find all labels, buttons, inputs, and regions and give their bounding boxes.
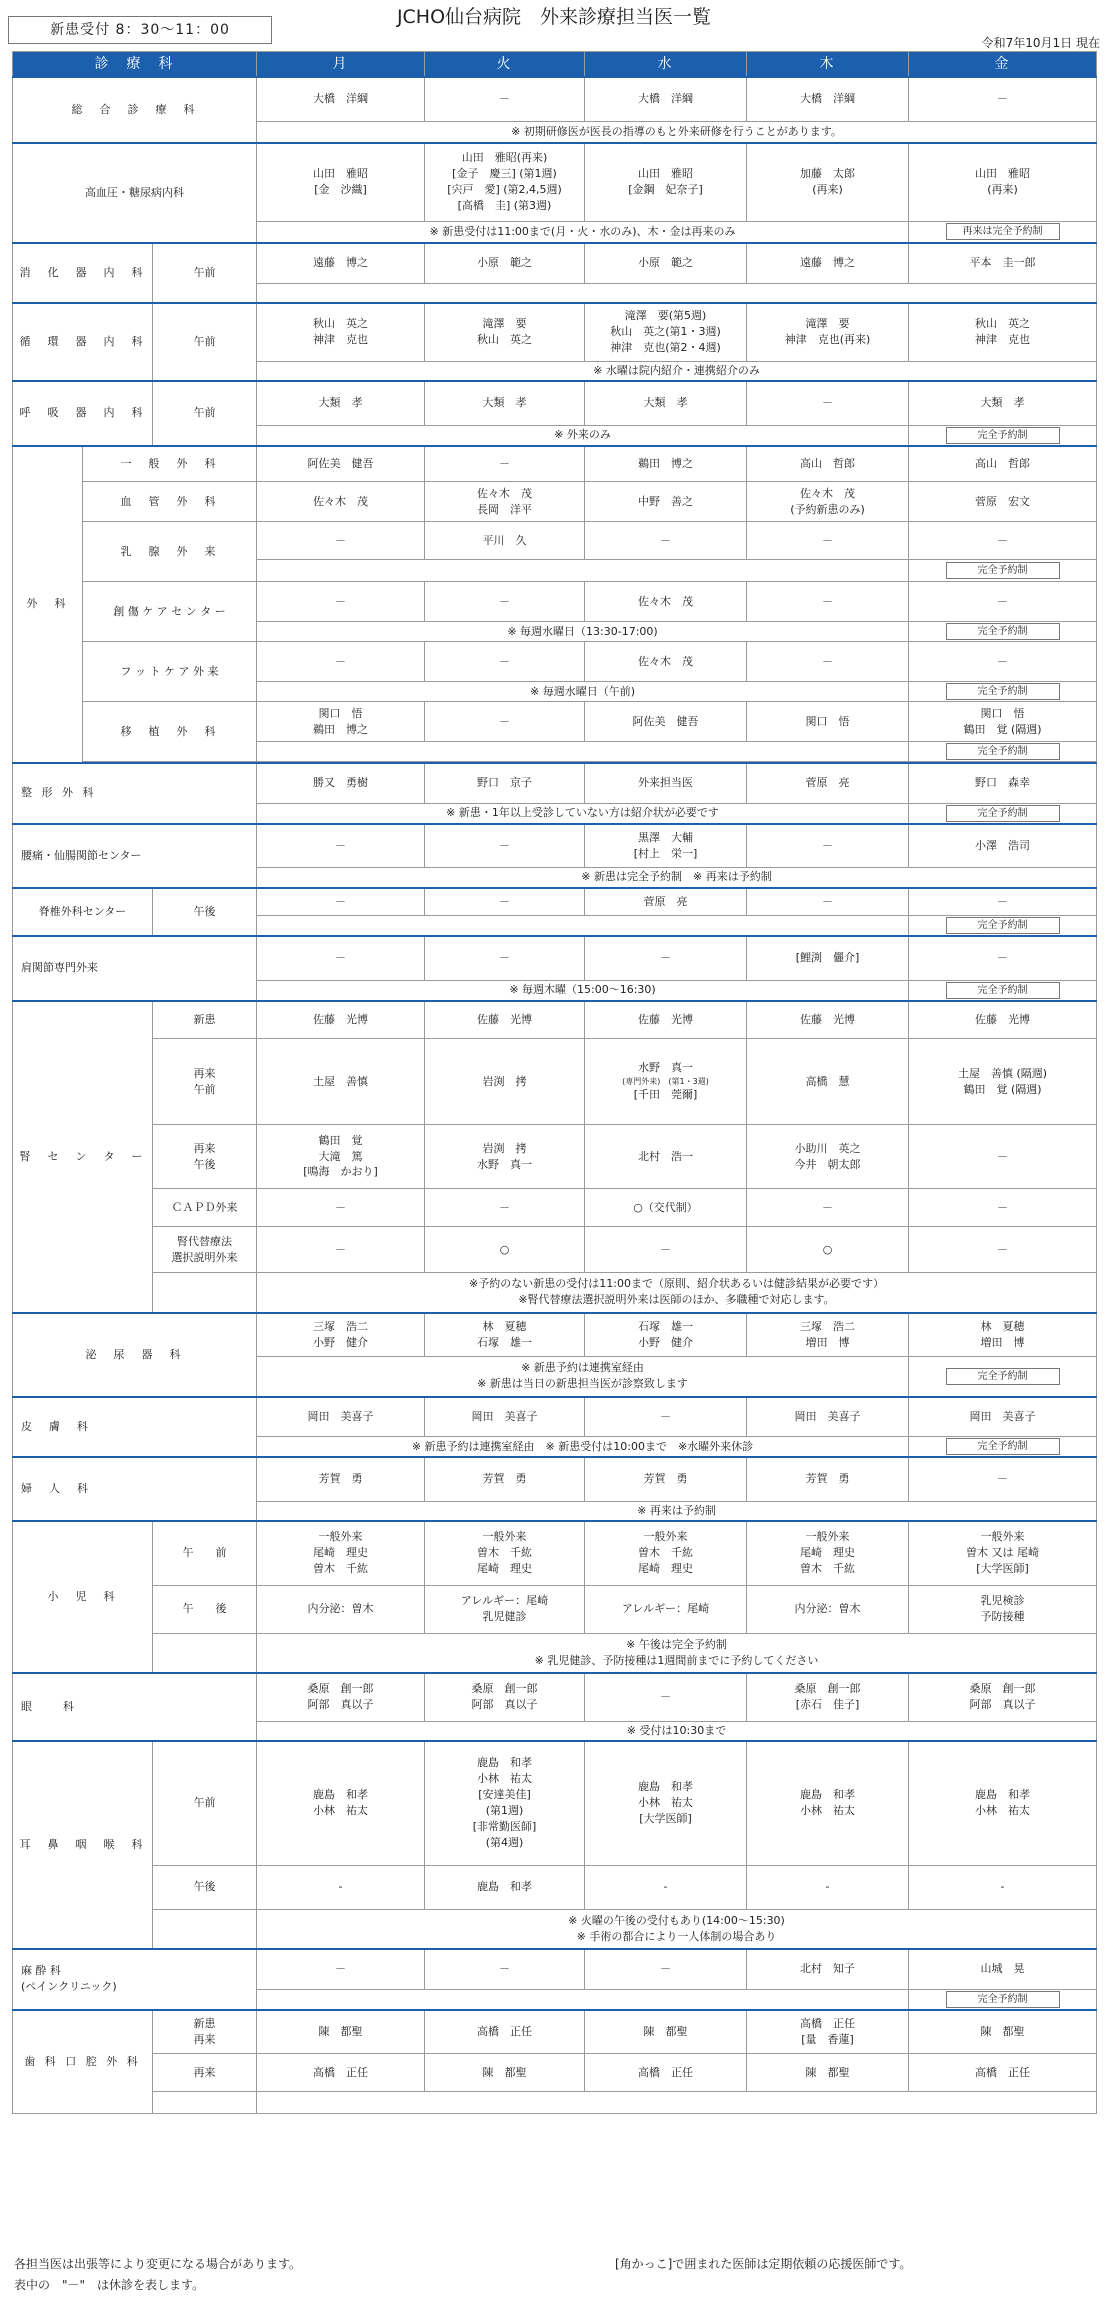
- cell-fri: －: [909, 582, 1097, 622]
- dept-otolaryngology: 耳 鼻 咽 喉 科: [13, 1741, 153, 1949]
- table-row: [13, 243, 1097, 283]
- table-row: [13, 1001, 1097, 1039]
- cell-wed: 佐々木 茂: [585, 582, 747, 622]
- dept-low-back-pain-center: 腰痛・仙腸関節センター: [13, 824, 257, 888]
- table-row: [13, 1273, 1097, 1313]
- table-row: [13, 1313, 1097, 1357]
- cell-fri: 小澤 浩司: [909, 824, 1097, 868]
- table-row: [13, 936, 1097, 980]
- cell-thu: 佐々木 茂 (予約新患のみ): [747, 482, 909, 522]
- cell-wed: 北村 浩一: [585, 1125, 747, 1189]
- table-row: [13, 522, 1097, 560]
- cell-thu: 桑原 創一郎 [赤石 佳子]: [747, 1673, 909, 1721]
- reservation-badge: 完全予約制: [946, 623, 1060, 640]
- cell-thu: －: [747, 888, 909, 916]
- cell-tue: －: [425, 936, 585, 980]
- reservation-badge: 完全予約制: [946, 743, 1060, 760]
- cell-mon: 佐々木 茂: [257, 482, 425, 522]
- dept-hypertension-diabetes: 高血圧・糖尿病内科: [13, 143, 257, 243]
- session-label: 新患: [153, 1001, 257, 1039]
- cell-tue: 野口 京子: [425, 763, 585, 803]
- cell-thu: 滝澤 要 神津 克也(再来): [747, 303, 909, 361]
- table-row: [13, 2092, 1097, 2114]
- subdept-general-surgery: 一 般 外 科: [83, 446, 257, 482]
- cell-tue: 大類 孝: [425, 381, 585, 425]
- cell-mon: 芳賀 勇: [257, 1457, 425, 1501]
- cell-wed: 山田 雅昭 [金鋼 妃奈子]: [585, 143, 747, 221]
- col-header-dept: 診 療 科: [13, 52, 257, 78]
- cell-fri: 山田 雅昭 (再来): [909, 143, 1097, 221]
- cell-fri: 乳児検診 予防接種: [909, 1585, 1097, 1633]
- cell-tue: 鹿島 和孝 小林 祐太 [安達美佳] (第1週) [非常勤医師] (第4週): [425, 1741, 585, 1865]
- cell-tue: 小原 範之: [425, 243, 585, 283]
- cell-fri: 関口 悟 鶴田 覚 (隔週): [909, 702, 1097, 742]
- footer-note-change: 各担当医は出張等により変更になる場合があります。: [14, 2257, 302, 2271]
- cell-wed: 鵜田 博之: [585, 446, 747, 482]
- session-label: 午前: [153, 381, 257, 446]
- table-row: [13, 642, 1097, 682]
- cell-thu: －: [747, 824, 909, 868]
- empty-note: [257, 2092, 1097, 2114]
- table-row: [13, 1189, 1097, 1227]
- badge-cell: [909, 682, 1097, 702]
- cell-mon: －: [257, 824, 425, 868]
- dept-note: ※ 毎週木曜（15:00～16:30): [257, 980, 909, 1001]
- subdept-vascular-surgery: 血 管 外 科: [83, 482, 257, 522]
- session-label: 午 前: [153, 1521, 257, 1585]
- cell-wed: 中野 善之: [585, 482, 747, 522]
- cell-mon: －: [257, 888, 425, 916]
- table-row: [13, 824, 1097, 868]
- cell-thu: 小助川 英之 今井 朝太郎: [747, 1125, 909, 1189]
- cell-thu: 遠藤 博之: [747, 243, 909, 283]
- cell-thu: 北村 知子: [747, 1949, 909, 1989]
- table-row: [13, 2054, 1097, 2092]
- table-row: [13, 582, 1097, 622]
- badge-cell: [909, 1437, 1097, 1458]
- cell-thu: 高橋 正任 [量 香蓮]: [747, 2010, 909, 2054]
- cell-fri: 佐藤 光博: [909, 1001, 1097, 1039]
- cell-mon: 内分泌：曽木: [257, 1585, 425, 1633]
- badge-cell: [909, 425, 1097, 446]
- cell-fri: －: [909, 888, 1097, 916]
- cell-mon: 三塚 浩二 小野 健介: [257, 1313, 425, 1357]
- cell-wed: 滝澤 要(第5週) 秋山 英之(第1・3週) 神津 克也(第2・4週): [585, 303, 747, 361]
- col-header-fri: 金: [909, 52, 1097, 78]
- dept-general-medicine: 総 合 診 療 科: [13, 77, 257, 143]
- footer-note-dash: 表中の "－" は休診を表します。: [14, 2278, 205, 2292]
- cell-tue: 桑原 創一郎 阿部 真以子: [425, 1673, 585, 1721]
- cell-fri: －: [909, 1125, 1097, 1189]
- cell-fri: 高山 哲郎: [909, 446, 1097, 482]
- table-row: [13, 1909, 1097, 1949]
- empty-cell: [153, 1273, 257, 1313]
- badge-cell: [909, 560, 1097, 582]
- cell-fri: 大類 孝: [909, 381, 1097, 425]
- cell-tue: －: [425, 824, 585, 868]
- dept-respiratory: 呼 吸 器 内 科: [13, 381, 153, 446]
- reservation-badge: 完全予約制: [946, 805, 1060, 822]
- session-label: 再来 午前: [153, 1039, 257, 1125]
- table-row: [13, 888, 1097, 916]
- cell-tue: 岩渕 拷 水野 真一: [425, 1125, 585, 1189]
- reservation-badge: 完全予約制: [946, 982, 1060, 999]
- cell-fri: 山城 晃: [909, 1949, 1097, 1989]
- dept-note: ※ 新患予約は連携室経由 ※ 新患は当日の新患担当医が診察致します: [257, 1357, 909, 1397]
- cell-tue: 芳賀 勇: [425, 1457, 585, 1501]
- cell-mon: -: [257, 1865, 425, 1909]
- cell-wed: 大橋 洋綱: [585, 77, 747, 121]
- cell-fri: 菅原 宏文: [909, 482, 1097, 522]
- cell-mon: 高橋 正任: [257, 2054, 425, 2092]
- dept-note: ※ 午後は完全予約制 ※ 乳児健診、予防接種は1週間前までに予約してください: [257, 1633, 1097, 1673]
- reservation-badge: 完全予約制: [946, 1368, 1060, 1385]
- reservation-badge: 完全予約制: [946, 917, 1060, 934]
- cell-fri: 平本 圭一郎: [909, 243, 1097, 283]
- cell-wed: 阿佐美 健吾: [585, 702, 747, 742]
- reservation-badge: 完全予約制: [946, 1438, 1060, 1455]
- badge-cell: [909, 221, 1097, 243]
- empty-cell: [153, 1633, 257, 1673]
- cell-fri: －: [909, 936, 1097, 980]
- cell-thu: －: [747, 522, 909, 560]
- dept-orthopedics: 整 形 外 科: [13, 763, 257, 824]
- cell-mon: 桑原 創一郎 阿部 真以子: [257, 1673, 425, 1721]
- cell-thu: -: [747, 1865, 909, 1909]
- table-row: [13, 482, 1097, 522]
- dept-note: ※ 新患・1年以上受診していない方は紹介状が必要です: [257, 803, 909, 824]
- table-row: [13, 1457, 1097, 1501]
- cell-wed: 菅原 亮: [585, 888, 747, 916]
- cell-mon: －: [257, 582, 425, 622]
- table-row: [13, 446, 1097, 482]
- table-row: [13, 1949, 1097, 1989]
- dept-spine-surgery-center: 脊椎外科センター: [13, 888, 153, 937]
- dept-gastroenterology: 消 化 器 内 科: [13, 243, 153, 303]
- new-patient-reception-box: 新患受付 8：30～11：00: [8, 16, 272, 44]
- table-row: [13, 1039, 1097, 1125]
- dept-dental-oral-surgery: 歯 科 口 腔 外 科: [13, 2010, 153, 2114]
- session-label: 新患 再来: [153, 2010, 257, 2054]
- badge-cell: [909, 803, 1097, 824]
- table-row: [13, 1865, 1097, 1909]
- cell-fri: －: [909, 1227, 1097, 1273]
- schedule-table: [12, 51, 1097, 2114]
- dept-note: ※ 外来のみ: [257, 425, 909, 446]
- cell-thu: 一般外来 尾崎 理史 曽木 千紘: [747, 1521, 909, 1585]
- cell-wed: 小原 範之: [585, 243, 747, 283]
- cell-wed: －: [585, 1673, 747, 1721]
- cell-thu: 鹿島 和孝 小林 祐太: [747, 1741, 909, 1865]
- cell-fri: 秋山 英之 神津 克也: [909, 303, 1097, 361]
- page-title: JCHO仙台病院 外来診療担当医一覧: [396, 6, 712, 28]
- cell-wed: アレルギー：尾崎: [585, 1585, 747, 1633]
- cell-thu: 関口 悟: [747, 702, 909, 742]
- table-row: [13, 2010, 1097, 2054]
- dept-note: ※ 新患は完全予約制 ※ 再来は予約制: [257, 868, 1097, 888]
- session-label: 再来: [153, 2054, 257, 2092]
- subdept-foot-care: フ ッ ト ケ ア 外 来: [83, 642, 257, 702]
- badge-cell: [909, 1357, 1097, 1397]
- empty-note: [257, 1989, 909, 2010]
- cell-tue: 陳 都聖: [425, 2054, 585, 2092]
- cell-tue: 鹿島 和孝: [425, 1865, 585, 1909]
- cell-thu: 岡田 美喜子: [747, 1397, 909, 1437]
- cell-mon: 遠藤 博之: [257, 243, 425, 283]
- col-header-mon: 月: [257, 52, 425, 78]
- cell-tue: －: [425, 1949, 585, 1989]
- reservation-badge: 完全予約制: [946, 1991, 1060, 2008]
- table-header-row: [13, 52, 1097, 78]
- cell-wed: 芳賀 勇: [585, 1457, 747, 1501]
- cell-mon: 鶴田 覚 大滝 篤 [鳴海 かおり]: [257, 1125, 425, 1189]
- subdept-wound-care-center: 創 傷 ケ ア セ ン タ ー: [83, 582, 257, 642]
- dept-note: ※ 新患受付は11:00まで(月・火・水のみ)、木・金は再来のみ: [257, 221, 909, 243]
- cell-mon: 鹿島 和孝 小林 祐太: [257, 1741, 425, 1865]
- cell-thu: 加藤 太郎 (再来): [747, 143, 909, 221]
- session-label: 午前: [153, 303, 257, 381]
- badge-cell: [909, 742, 1097, 762]
- cell-wed: 高橋 正任: [585, 2054, 747, 2092]
- reservation-badge: 完全予約制: [946, 683, 1060, 700]
- table-row: [13, 77, 1097, 121]
- cell-thu: －: [747, 381, 909, 425]
- table-row: [13, 1125, 1097, 1189]
- dept-note: ※ 受付は10:30まで: [257, 1721, 1097, 1741]
- cell-wed: ○（交代制）: [585, 1189, 747, 1227]
- cell-fri: 土屋 善慎 (隔週) 鶴田 覚 (隔週): [909, 1039, 1097, 1125]
- cell-tue: －: [425, 446, 585, 482]
- badge-cell: [909, 916, 1097, 937]
- dept-urology: 泌 尿 器 科: [13, 1313, 257, 1397]
- cell-tue: －: [425, 1189, 585, 1227]
- reservation-badge: 完全予約制: [946, 562, 1060, 579]
- reservation-badge: 再来は完全予約制: [946, 223, 1060, 240]
- dept-gynecology: 婦 人 科: [13, 1457, 257, 1521]
- cell-thu: －: [747, 582, 909, 622]
- cell-fri: －: [909, 522, 1097, 560]
- cell-wed: 大類 孝: [585, 381, 747, 425]
- cell-mon: 陳 都聖: [257, 2010, 425, 2054]
- table-row: [13, 303, 1097, 361]
- table-row: [13, 1521, 1097, 1585]
- cell-mon: 阿佐美 健吾: [257, 446, 425, 482]
- cell-tue: 一般外来 曽木 千紘 尾崎 理史: [425, 1521, 585, 1585]
- cell-fri: -: [909, 1865, 1097, 1909]
- col-header-tue: 火: [425, 52, 585, 78]
- dept-note: ※ 毎週水曜日（午前): [257, 682, 909, 702]
- cell-wed: －: [585, 522, 747, 560]
- dept-pediatrics: 小 児 科: [13, 1521, 153, 1673]
- col-header-wed: 水: [585, 52, 747, 78]
- table-row: [13, 1227, 1097, 1273]
- cell-wed: －: [585, 1227, 747, 1273]
- dept-note: ※ 再来は予約制: [257, 1501, 1097, 1521]
- badge-cell: [909, 1989, 1097, 2010]
- cell-tue: 岩渕 拷: [425, 1039, 585, 1125]
- badge-cell: [909, 622, 1097, 642]
- cell-wed: －: [585, 1949, 747, 1989]
- footer-note-brackets: [角かっこ]で囲まれた医師は定期依頼の応援医師です。: [615, 2257, 912, 2271]
- session-label: 午前: [153, 243, 257, 303]
- cell-fri: 陳 都聖: [909, 2010, 1097, 2054]
- cell-mon: 大類 孝: [257, 381, 425, 425]
- cell-wed: 一般外来 曽木 千紘 尾崎 理史: [585, 1521, 747, 1585]
- dept-surgery: 外 科: [13, 446, 83, 764]
- cell-mon: 秋山 英之 神津 克也: [257, 303, 425, 361]
- table-row: [13, 1633, 1097, 1673]
- cell-fri: 林 夏穂 増田 博: [909, 1313, 1097, 1357]
- cell-fri: －: [909, 642, 1097, 682]
- cell-mon: －: [257, 1227, 425, 1273]
- cell-mon: 土屋 善慎: [257, 1039, 425, 1125]
- cell-fri: 鹿島 和孝 小林 祐太: [909, 1741, 1097, 1865]
- cell-fri: 岡田 美喜子: [909, 1397, 1097, 1437]
- cell-tue: ○: [425, 1227, 585, 1273]
- cell-fri: －: [909, 1189, 1097, 1227]
- cell-tue: 佐々木 茂 長岡 洋平: [425, 482, 585, 522]
- dept-anesthesiology: 麻 酔 科 (ペインクリニック): [13, 1949, 257, 2010]
- cell-thu: ○: [747, 1227, 909, 1273]
- cell-thu: 三塚 浩二 増田 博: [747, 1313, 909, 1357]
- table-row: [13, 1397, 1097, 1437]
- table-row: [13, 763, 1097, 803]
- cell-mon: 大橋 洋綱: [257, 77, 425, 121]
- dept-kidney-center: 腎 セ ン タ ー: [13, 1001, 153, 1313]
- empty-note: [257, 742, 909, 762]
- cell-wed: 黒澤 大輔 [村上 栄一]: [585, 824, 747, 868]
- table-row: [13, 381, 1097, 425]
- cell-thu: －: [747, 1189, 909, 1227]
- empty-note: [257, 283, 1097, 303]
- cell-wed: 佐々木 茂: [585, 642, 747, 682]
- cell-mon: 関口 悟 鵜田 博之: [257, 702, 425, 742]
- subdept-transplant-surgery: 移 植 外 科: [83, 702, 257, 762]
- session-label: 午前: [153, 1741, 257, 1865]
- table-row: [13, 1585, 1097, 1633]
- cell-mon: 勝又 勇樹: [257, 763, 425, 803]
- empty-note: [257, 916, 909, 937]
- col-header-thu: 木: [747, 52, 909, 78]
- cell-tue: 岡田 美喜子: [425, 1397, 585, 1437]
- cell-thu: 菅原 亮: [747, 763, 909, 803]
- dept-note: ※ 火曜の午後の受付もあり(14:00～15:30) ※ 手術の都合により一人体制の場合あり: [257, 1909, 1097, 1949]
- empty-note: [257, 560, 909, 582]
- cell-thu: 大橋 洋綱: [747, 77, 909, 121]
- cell-tue: アレルギー：尾崎 乳児健診: [425, 1585, 585, 1633]
- cell-wed: 外来担当医: [585, 763, 747, 803]
- cell-fri: －: [909, 77, 1097, 121]
- cell-tue: 林 夏穂 石塚 雄一: [425, 1313, 585, 1357]
- cell-wed: 水野 真一 (専門外来) (第1・3週) [千田 莞爾]: [585, 1039, 747, 1125]
- cell-mon: 岡田 美喜子: [257, 1397, 425, 1437]
- cell-mon: 山田 雅昭 [金 沙織]: [257, 143, 425, 221]
- cell-wed: 陳 都聖: [585, 2010, 747, 2054]
- table-row: [13, 1741, 1097, 1865]
- session-label: 腎代替療法 選択説明外来: [153, 1227, 257, 1273]
- dept-ophthalmology: 眼 科: [13, 1673, 257, 1741]
- dept-shoulder-clinic: 肩関節専門外来: [13, 936, 257, 1001]
- cell-wed: -: [585, 1865, 747, 1909]
- cell-thu: 陳 都聖: [747, 2054, 909, 2092]
- table-row: [13, 143, 1097, 221]
- subdept-breast-clinic: 乳 腺 外 来: [83, 522, 257, 582]
- cell-thu: 佐藤 光博: [747, 1001, 909, 1039]
- dept-note: ※ 毎週水曜日（13:30-17:00): [257, 622, 909, 642]
- cell-tue: －: [425, 702, 585, 742]
- cell-mon: －: [257, 642, 425, 682]
- cell-wed: －: [585, 1397, 747, 1437]
- cell-thu: 内分泌：曽木: [747, 1585, 909, 1633]
- cell-tue: －: [425, 888, 585, 916]
- cell-mon: －: [257, 1189, 425, 1227]
- dept-note: ※ 新患予約は連携室経由 ※ 新患受付は10:00まで ※水曜外来休診: [257, 1437, 909, 1458]
- dept-dermatology: 皮 膚 科: [13, 1397, 257, 1458]
- cell-wed: 鹿島 和孝 小林 祐太 [大学医師]: [585, 1741, 747, 1865]
- cell-thu: 高山 哲郎: [747, 446, 909, 482]
- dept-cardiology: 循 環 器 内 科: [13, 303, 153, 381]
- as-of-date: 令和7年10月1日 現在: [981, 36, 1100, 50]
- empty-cell: [153, 2092, 257, 2114]
- cell-thu: 芳賀 勇: [747, 1457, 909, 1501]
- cell-tue: －: [425, 77, 585, 121]
- dept-note: ※ 初期研修医が医長の指導のもと外来研修を行うことがあります。: [257, 121, 1097, 143]
- cell-fri: －: [909, 1457, 1097, 1501]
- cell-tue: 平川 久: [425, 522, 585, 560]
- cell-fri: 桑原 創一郎 阿部 真以子: [909, 1673, 1097, 1721]
- cell-fri: 野口 森幸: [909, 763, 1097, 803]
- cell-wed: 佐藤 光博: [585, 1001, 747, 1039]
- cell-wed: －: [585, 936, 747, 980]
- cell-mon: －: [257, 1949, 425, 1989]
- table-row: [13, 1673, 1097, 1721]
- session-label: ＣＡＰＤ外来: [153, 1189, 257, 1227]
- cell-thu: 高橋 慧: [747, 1039, 909, 1125]
- cell-tue: 高橋 正任: [425, 2010, 585, 2054]
- cell-fri: 一般外来 曽木 又は 尾崎 [大学医師]: [909, 1521, 1097, 1585]
- badge-cell: [909, 980, 1097, 1001]
- session-label: 午後: [153, 888, 257, 937]
- cell-tue: －: [425, 642, 585, 682]
- cell-fri: 高橋 正任: [909, 2054, 1097, 2092]
- cell-mon: 一般外来 尾崎 理史 曽木 千紘: [257, 1521, 425, 1585]
- cell-thu: －: [747, 642, 909, 682]
- cell-thu: [鯉渕 儷介]: [747, 936, 909, 980]
- session-label: 午 後: [153, 1585, 257, 1633]
- cell-tue: 佐藤 光博: [425, 1001, 585, 1039]
- empty-cell: [153, 1909, 257, 1949]
- session-label: 再来 午後: [153, 1125, 257, 1189]
- cell-tue: 山田 雅昭(再来) [金子 慶三] (第1週) [宍戸 愛] (第2,4,5週) [高橋 圭] (第3週): [425, 143, 585, 221]
- cell-tue: 滝澤 要 秋山 英之: [425, 303, 585, 361]
- dept-note: ※ 水曜は院内紹介・連携紹介のみ: [257, 361, 1097, 381]
- table-row: [13, 702, 1097, 742]
- session-label: 午後: [153, 1865, 257, 1909]
- cell-wed: 石塚 雄一 小野 健介: [585, 1313, 747, 1357]
- cell-tue: －: [425, 582, 585, 622]
- cell-mon: －: [257, 936, 425, 980]
- reservation-badge: 完全予約制: [946, 427, 1060, 444]
- cell-mon: －: [257, 522, 425, 560]
- dept-note: ※予約のない新患の受付は11:00まで（原則、紹介状あるいは健診結果が必要です） ※腎代替療法選択説明外来は医師のほか、多職種で対応します。: [257, 1273, 1097, 1313]
- cell-mon: 佐藤 光博: [257, 1001, 425, 1039]
